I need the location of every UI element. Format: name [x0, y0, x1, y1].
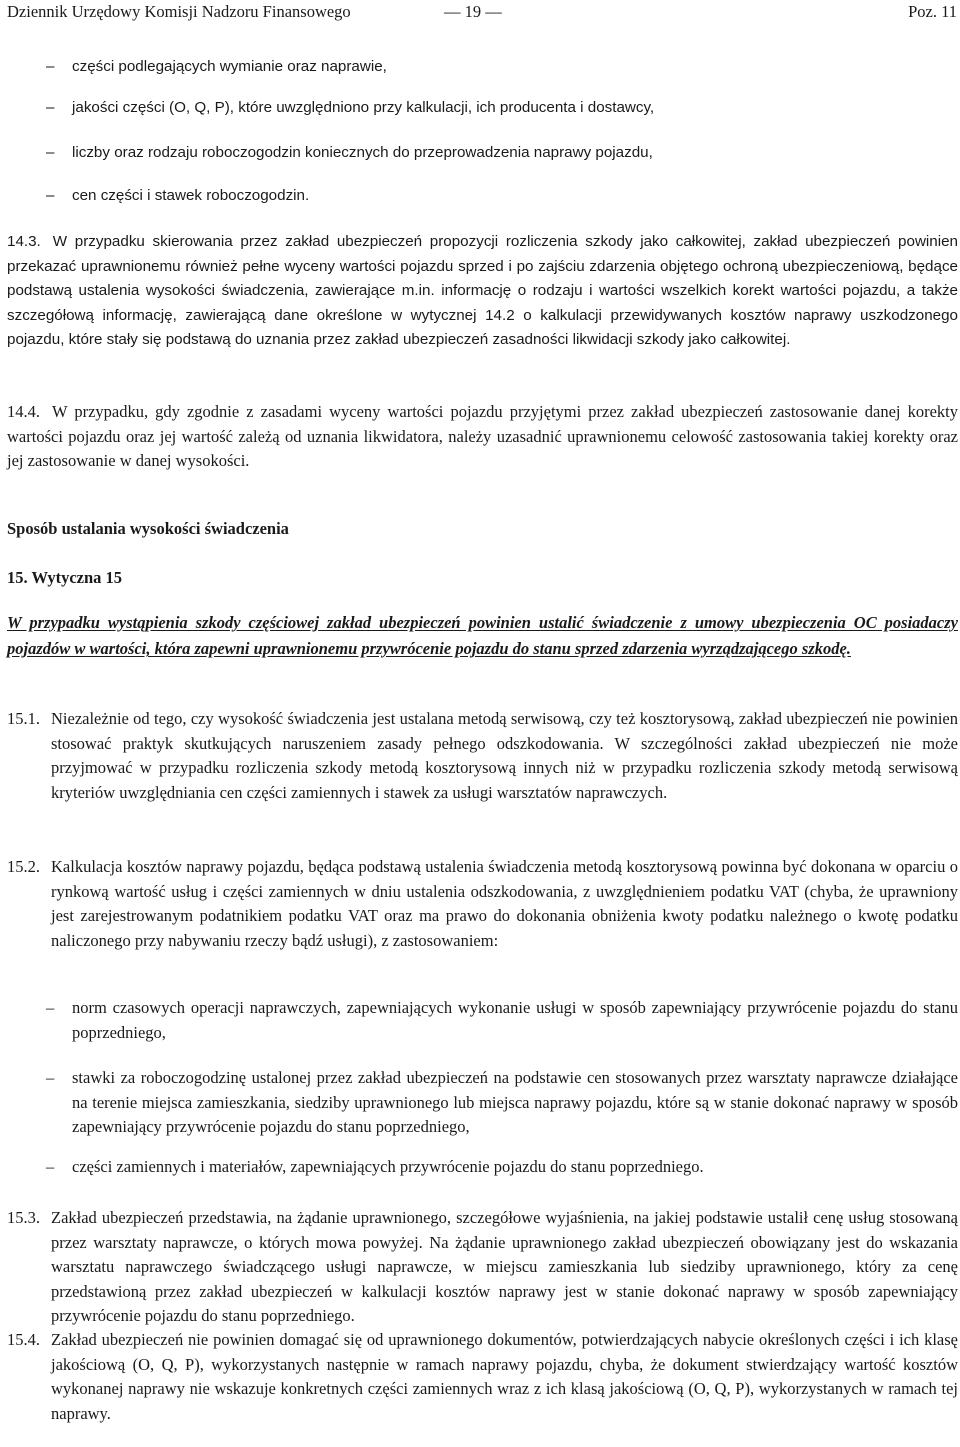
running-header: [7, 0, 957, 24]
guideline-heading: 15. Wytyczna 15: [7, 568, 123, 587]
list-item: – części zamiennych i materiałów, zapewniających przywrócenie pojazdu do stanu poprzedniego.: [46, 1155, 958, 1180]
paragraph-number: 15.4.: [7, 1330, 40, 1349]
paragraph-text: W przypadku, gdy zgodnie z zasadami wyceny wartości pojazdu przyjętymi przez zakład ubezpieczeń zastosowanie danej korekty wartości pojazdu oraz jej wartość zależą od uznania likwidatora, należy uzasadnić uprawnionemu celowość zastosowania takiej korekty oraz jej zastosowanie w danej wysokości.: [7, 402, 958, 470]
list-item: – cen części i stawek roboczogodzin.: [46, 184, 958, 209]
list-item: – części podlegających wymianie oraz naprawie,: [46, 55, 958, 80]
position-number: Poz. 11: [908, 2, 957, 21]
paragraph-text: Zakład ubezpieczeń przedstawia, na żądanie uprawnionego, szczegółowe wyjaśnienia, na jakiej podstawie ustalił cenę usług stosowaną przez warsztaty naprawcze, o których mowa powyżej. Na żądanie uprawnionego zakład ubezpieczeń obowiązany jest do wskazania warsztatu naprawczego świadczącego usługi naprawcze, w miejscu zamieszkania lub siedziby uprawnionego, który za cenę przedstawioną przez zakład ubezpieczeń w kalkulacji kosztów naprawy jest w stanie dokonać naprawy w sposób zapewniający przywrócenie pojazdu do stanu poprzedniego.: [51, 1208, 958, 1325]
dash-bullet: –: [46, 58, 55, 75]
paragraph-text: Niezależnie od tego, czy wysokość świadczenia jest ustalana metodą serwisową, czy też kosztorysową, zakład ubezpieczeń nie powinien stosować praktyk skutkujących naruszeniem zasady pełnego odszkodowania. W szczególności zakład ubezpieczeń nie może przyjmować w przypadku rozliczenia szkody metodą kosztorysową innych niż w przypadku rozliczenia szkody metodą serwisową kryteriów uwzględniania cen części zamiennych i stawek za usługi warsztatów naprawczych.: [51, 709, 958, 802]
publication-title: Dziennik Urzędowy Komisji Nadzoru Finansowego: [7, 2, 351, 21]
paragraph-15-2: [7, 855, 958, 953]
paragraph-text: Zakład ubezpieczeń nie powinien domagać się od uprawnionego dokumentów, potwierdzających nabycie określonych części i ich klasę jakościową (O, Q, P), wykorzystanych następnie w ramach naprawy pojazdu, chyba, że dokument stwierdzający wartość kosztów wykonanej naprawy nie wskazuje konkretnych części zamiennych wraz z ich klasą jakościową (O, Q, P), wykorzystanych w ramach tej naprawy.: [51, 1330, 958, 1423]
paragraph-14-4: [7, 400, 958, 474]
paragraph-14-3: [7, 230, 958, 353]
paragraph-15-4: [7, 1328, 958, 1426]
list-item: – jakości części (O, Q, P), które uwzględniono przy kalkulacji, ich producenta i dostawcy,: [46, 96, 958, 121]
dash-bullet: –: [46, 1157, 55, 1176]
paragraph-15-3: [7, 1206, 958, 1329]
list-item: – stawki za roboczogodzinę ustalonej przez zakład ubezpieczeń na podstawie cen stosowanych przez warsztaty naprawcze działające na terenie miejsca zamieszkania, siedziby uprawnionego lub miejsca naprawy pojazdu, które są w stanie dokonać naprawy w sposób zapewniający przywrócenie pojazdu do stanu poprzedniego,: [46, 1068, 958, 1136]
page-number: — 19 —: [444, 2, 502, 21]
list-item: – norm czasowych operacji naprawczych, zapewniających wykonanie usługi w sposób zapewniający przywrócenie pojazdu do stanu poprzedniego,: [46, 998, 958, 1042]
paragraph-number: 15.2.: [7, 857, 40, 876]
dash-bullet: –: [46, 187, 55, 204]
paragraph-number: 14.3.: [7, 233, 41, 250]
paragraph-text: W przypadku skierowania przez zakład ubezpieczeń propozycji rozliczenia szkody jako całkowitej, zakład ubezpieczeń powinien przekazać uprawnionemu również pełne wyceny wartości pojazdu sprzed i po zajściu zdarzenia objętego ochroną ubezpieczeniową, będące podstawą ustalenia wysokości świadczenia, zawierające m.in. informację o rodzaju i wartości wszelkich korekt wartości pojazdu, a także szczegółową informację, zawierającą dane określone w wytycznej 14.2 o kalkulacji przewidywanych kosztów naprawy uszkodzonego pojazdu, które stały się podstawą do uznania przez zakład ubezpieczeń zasadności likwidacji szkody jako całkowitej.: [7, 233, 958, 348]
guideline-text: W przypadku wystąpienia szkody częściowej zakład ubezpieczeń powinien ustalić świadczenie z umowy ubezpieczenia OC posiadaczy pojazdów w wartości, która zapewni uprawnionemu przywrócenie pojazdu do stanu sprzed zdarzenia wyrządzającego szkodę.: [7, 613, 958, 658]
list-item: – liczby oraz rodzaju roboczogodzin koniecznych do przeprowadzenia naprawy pojazdu,: [46, 141, 958, 166]
paragraph-number: 14.4.: [7, 402, 40, 421]
dash-bullet: –: [46, 998, 55, 1017]
dash-bullet: –: [46, 144, 55, 161]
dash-bullet: –: [46, 99, 55, 116]
paragraph-number: 15.3.: [7, 1208, 40, 1227]
dash-bullet: –: [46, 1068, 55, 1087]
paragraph-number: 15.1.: [7, 709, 40, 728]
section-heading: Sposób ustalania wysokości świadczenia: [7, 519, 289, 538]
paragraph-text: Kalkulacja kosztów naprawy pojazdu, będąca podstawą ustalenia świadczenia metodą kosztorysową powinna być dokonana w oparciu o rynkową wartość usług i części zamiennych w dniu ustalenia odszkodowania, z uwzględnieniem podatku VAT (chyba, że uprawniony jest zarejestrowanym podatnikiem podatku VAT oraz ma prawo do dokonania obniżenia kwoty podatku należnego o kwotę podatku naliczonego przy nabywaniu rzeczy bądź usługi), z zastosowaniem:: [51, 857, 958, 950]
paragraph-15-1: [7, 707, 958, 805]
